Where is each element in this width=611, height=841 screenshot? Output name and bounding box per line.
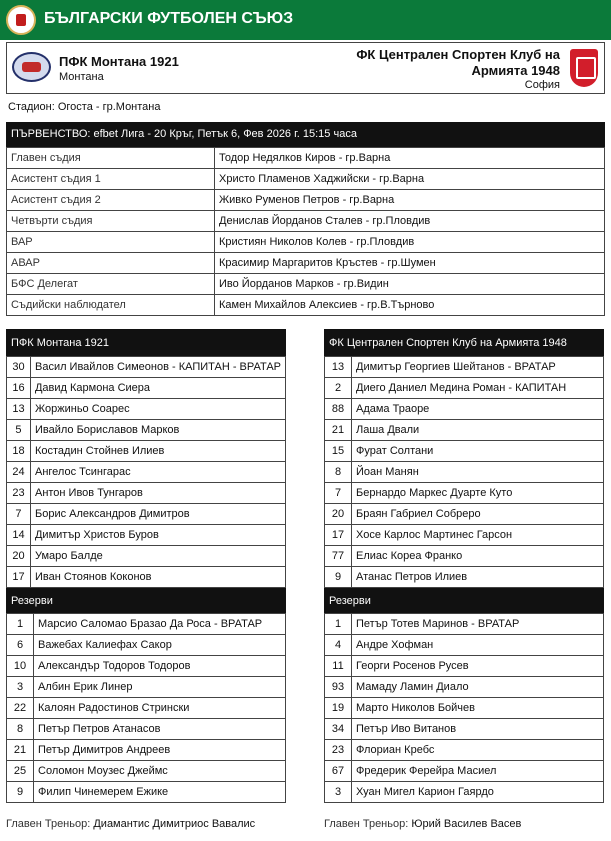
player-name: Албин Ерик Линер [34, 677, 286, 698]
player-number: 7 [7, 504, 31, 525]
home-starter-player-row [7, 462, 286, 483]
player-number: 93 [325, 677, 352, 698]
player-name: Иван Стоянов Коконов [30, 567, 285, 588]
player-number: 5 [7, 420, 31, 441]
home-reserve-player-row [7, 656, 286, 677]
player-number: 23 [7, 483, 31, 504]
home-squad-title: ПФК Монтана 1921 [6, 329, 286, 356]
player-name: Фредерик Ферейра Масиел [352, 761, 604, 782]
player-name: Давид Кармона Сиера [30, 378, 285, 399]
player-number: 88 [325, 399, 352, 420]
official-role: АВАР [7, 253, 215, 274]
player-number: 77 [325, 546, 352, 567]
away-reserve-player-row [325, 719, 604, 740]
player-name: Мамаду Ламин Диало [352, 677, 604, 698]
player-name: Лаша Двали [352, 420, 604, 441]
player-name: Борис Александров Димитров [30, 504, 285, 525]
player-number: 8 [7, 719, 34, 740]
home-starter-player-row [7, 399, 286, 420]
player-number: 13 [7, 399, 31, 420]
match-info: ПЪРВЕНСТВО: efbet Лига - 20 Кръг, Петък 6, Фев 2026 г. 15:15 часа [6, 122, 605, 147]
player-number: 6 [7, 635, 34, 656]
official-role: ВАР [7, 232, 215, 253]
away-reserves-label: Резерви [324, 588, 604, 613]
player-name: Петър Иво Витанов [352, 719, 604, 740]
player-number: 10 [7, 656, 34, 677]
away-starter-player-row [325, 399, 604, 420]
official-name: Денислав Йорданов Сталев - гр.Пловдив [215, 211, 605, 232]
player-name: Жоржиньо Соарес [30, 399, 285, 420]
player-name: Петър Тотев Маринов - ВРАТАР [352, 614, 604, 635]
away-starter-player-row [325, 525, 604, 546]
player-number: 25 [7, 761, 34, 782]
player-number: 15 [325, 441, 352, 462]
player-name: Елиас Кореа Франко [352, 546, 604, 567]
player-number: 23 [325, 740, 352, 761]
official-row [7, 232, 605, 253]
player-name: Ивайло Бориславов Марков [30, 420, 285, 441]
player-name: Георги Росенов Русев [352, 656, 604, 677]
player-number: 7 [325, 483, 352, 504]
official-name: Кристиян Николов Колев - гр.Пловдив [215, 232, 605, 253]
away-starter-player-row [325, 378, 604, 399]
player-number: 3 [325, 782, 352, 803]
player-number: 20 [325, 504, 352, 525]
home-starters-table [6, 356, 286, 588]
official-role: Съдийски наблюдател [7, 295, 215, 316]
away-squad-title: ФК Централен Спортен Клуб на Армията 1948 [324, 329, 604, 356]
page-title: БЪЛГАРСКИ ФУТБОЛЕН СЪЮЗ [44, 10, 294, 27]
player-name: Фурат Солтани [352, 441, 604, 462]
official-row [7, 211, 605, 232]
home-reserves-table [6, 613, 286, 803]
official-row [7, 295, 605, 316]
away-starter-player-row [325, 567, 604, 588]
home-reserve-player-row [7, 677, 286, 698]
away-reserve-player-row [325, 698, 604, 719]
official-row [7, 190, 605, 211]
home-starter-player-row [7, 546, 286, 567]
player-number: 1 [325, 614, 352, 635]
official-row [7, 169, 605, 190]
away-reserve-player-row [325, 782, 604, 803]
away-starter-player-row [325, 357, 604, 378]
player-name: Флориан Кребс [352, 740, 604, 761]
player-name: Умаро Балде [30, 546, 285, 567]
away-team-name: ФК Централен Спортен Клуб на Армията 1948 [356, 47, 560, 78]
player-number: 17 [7, 567, 31, 588]
away-coach [324, 818, 521, 830]
player-number: 13 [325, 357, 352, 378]
player-number: 34 [325, 719, 352, 740]
player-number: 67 [325, 761, 352, 782]
home-starter-player-row [7, 420, 286, 441]
official-name: Иво Йорданов Марков - гр.Видин [215, 274, 605, 295]
player-number: 9 [7, 782, 34, 803]
player-name: Соломон Моузес Джеймс [34, 761, 286, 782]
player-name: Антон Ивов Тунгаров [30, 483, 285, 504]
player-name: Хосе Карлос Мартинес Гарсон [352, 525, 604, 546]
home-starter-player-row [7, 525, 286, 546]
official-role: Четвърти съдия [7, 211, 215, 232]
player-name: Адама Траоре [352, 399, 604, 420]
player-number: 2 [325, 378, 352, 399]
home-starter-player-row [7, 441, 286, 462]
home-starter-player-row [7, 378, 286, 399]
away-reserves-table [324, 613, 604, 803]
player-number: 1 [7, 614, 34, 635]
away-team-city: София [524, 79, 560, 91]
officials-table [6, 147, 605, 316]
away-starter-player-row [325, 483, 604, 504]
player-number: 9 [325, 567, 352, 588]
official-name: Камен Михайлов Алексиев - гр.В.Търново [215, 295, 605, 316]
player-number: 16 [7, 378, 31, 399]
official-name: Христо Пламенов Хаджийски - гр.Варна [215, 169, 605, 190]
player-number: 20 [7, 546, 31, 567]
player-name: Бернардо Маркес Дуарте Куто [352, 483, 604, 504]
home-squad [6, 329, 286, 803]
official-name: Живко Руменов Петров - гр.Варна [215, 190, 605, 211]
player-name: Хуан Мигел Карион Гаярдо [352, 782, 604, 803]
player-name: Марто Николов Бойчев [352, 698, 604, 719]
away-starter-player-row [325, 504, 604, 525]
official-row [7, 253, 605, 274]
player-name: Димитър Георгиев Шейтанов - ВРАТАР [352, 357, 604, 378]
away-reserve-player-row [325, 656, 604, 677]
bfu-logo [6, 5, 36, 35]
home-reserve-player-row [7, 761, 286, 782]
away-reserve-player-row [325, 677, 604, 698]
stadium-info: Стадион: Огоста - гр.Монтана [8, 101, 161, 113]
official-name: Красимир Маргаритов Кръстев - гр.Шумен [215, 253, 605, 274]
player-number: 19 [325, 698, 352, 719]
away-squad [324, 329, 604, 803]
player-name: Йоан Манян [352, 462, 604, 483]
player-number: 14 [7, 525, 31, 546]
away-reserve-player-row [325, 761, 604, 782]
player-number: 21 [325, 420, 352, 441]
player-name: Калоян Радостинов Стрински [34, 698, 286, 719]
away-coach-label: Главен Треньор: [324, 818, 409, 830]
player-number: 30 [7, 357, 31, 378]
home-coach [6, 818, 255, 830]
player-name: Александър Тодоров Тодоров [34, 656, 286, 677]
official-role: Главен съдия [7, 148, 215, 169]
player-name: Важебах Калиефах Сакор [34, 635, 286, 656]
player-name: Диего Даниел Медина Роман - КАПИТАН [352, 378, 604, 399]
home-reserve-player-row [7, 635, 286, 656]
away-reserve-player-row [325, 740, 604, 761]
away-starter-player-row [325, 420, 604, 441]
official-role: Асистент съдия 1 [7, 169, 215, 190]
home-coach-name: Диамантис Димитриос Вавалис [93, 818, 256, 830]
player-number: 3 [7, 677, 34, 698]
away-starters-table [324, 356, 604, 588]
player-number: 22 [7, 698, 34, 719]
player-name: Марсио Саломао Бразао Да Роса - ВРАТАР [34, 614, 286, 635]
away-coach-name: Юрий Василев Васев [411, 818, 522, 830]
home-reserve-player-row [7, 782, 286, 803]
home-starter-player-row [7, 504, 286, 525]
player-number: 11 [325, 656, 352, 677]
teams-panel [6, 42, 605, 94]
home-crest-icon [12, 52, 51, 82]
official-role: БФС Делегат [7, 274, 215, 295]
away-reserve-player-row [325, 614, 604, 635]
player-name: Васил Ивайлов Симеонов - КАПИТАН - ВРАТАР [30, 357, 285, 378]
player-name: Филип Чинемерем Ежике [34, 782, 286, 803]
home-reserve-player-row [7, 614, 286, 635]
player-number: 8 [325, 462, 352, 483]
player-name: Петър Димитров Андреев [34, 740, 286, 761]
player-number: 17 [325, 525, 352, 546]
header-bar [0, 0, 611, 40]
home-reserve-player-row [7, 740, 286, 761]
home-coach-label: Главен Треньор: [6, 818, 91, 830]
away-starter-player-row [325, 441, 604, 462]
away-starter-player-row [325, 462, 604, 483]
home-starter-player-row [7, 483, 286, 504]
player-number: 21 [7, 740, 34, 761]
home-team-city: Монтана [59, 71, 104, 83]
official-row [7, 274, 605, 295]
home-reserves-label: Резерви [6, 588, 286, 613]
player-number: 4 [325, 635, 352, 656]
official-name: Тодор Недялков Киров - гр.Варна [215, 148, 605, 169]
official-row [7, 148, 605, 169]
away-reserve-player-row [325, 635, 604, 656]
player-name: Атанас Петров Илиев [352, 567, 604, 588]
away-crest-icon [570, 49, 598, 87]
player-name: Костадин Стойнев Илиев [30, 441, 285, 462]
away-starter-player-row [325, 546, 604, 567]
home-starter-player-row [7, 567, 286, 588]
home-team-name: ПФК Монтана 1921 [59, 54, 179, 69]
player-name: Андре Хофман [352, 635, 604, 656]
player-name: Браян Габриел Собреро [352, 504, 604, 525]
player-name: Ангелос Тсингарас [30, 462, 285, 483]
home-starter-player-row [7, 357, 286, 378]
player-number: 18 [7, 441, 31, 462]
player-name: Петър Петров Атанасов [34, 719, 286, 740]
home-reserve-player-row [7, 719, 286, 740]
home-reserve-player-row [7, 698, 286, 719]
player-number: 24 [7, 462, 31, 483]
official-role: Асистент съдия 2 [7, 190, 215, 211]
player-name: Димитър Христов Буров [30, 525, 285, 546]
